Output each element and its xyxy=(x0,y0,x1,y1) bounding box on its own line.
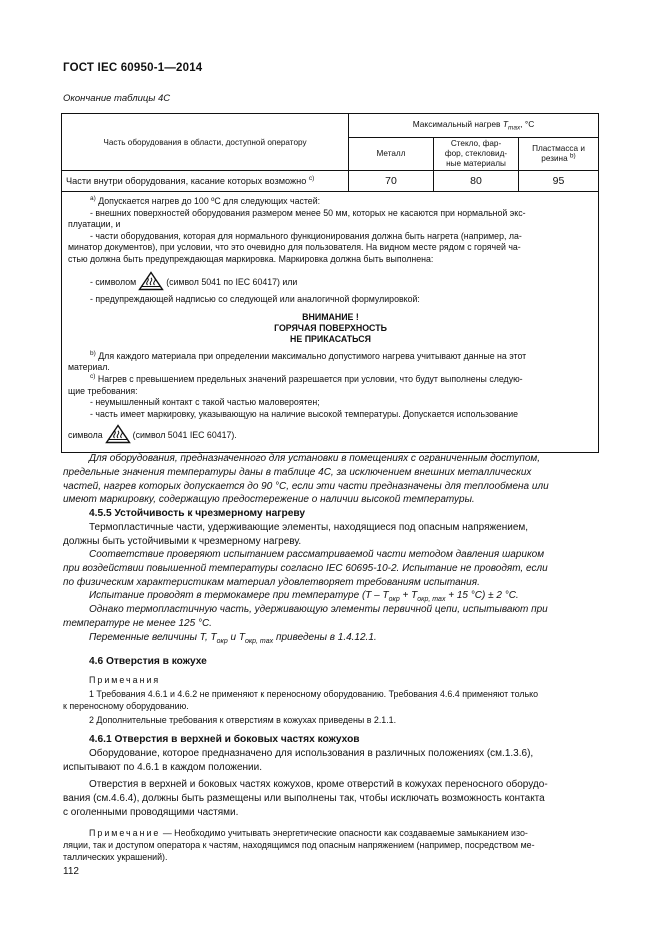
column-header-glass: Стекло, фар- фор, стекловид- ные материалы xyxy=(434,138,519,171)
section-heading-4-5-5: 4.5.5 Устойчивость к чрезмерному нагреву xyxy=(89,508,306,519)
table-row xyxy=(62,171,599,192)
note-1: 1 Требования 4.6.1 и 4.6.2 не применяют к переносному оборудованию. Требования 4.6.4 применяют только xyxy=(89,689,539,699)
paragraph-positions: Оборудование, которое предназначено для использования в различных положениях (см.1.3.6), xyxy=(89,748,534,759)
note-energy-cont: ляции, так и доступом оператора к частям, находящимся под опасным напряжением (например, посредством ме- таллических украшений). xyxy=(63,840,535,862)
note-energy: Примечание — Необходимо учитывать энергетические опасности как создаваемые замыканием изо- xyxy=(89,828,528,838)
page-number: 112 xyxy=(63,866,79,877)
note-1-cont: к переносному оборудованию. xyxy=(63,701,189,711)
paragraph-variables: Переменные величины T, $T_{окр}$ и $T_{окр, max}$ приведены в 1.4.12.1. xyxy=(89,632,377,645)
column-header-part: Часть оборудования в области, доступной оператору xyxy=(62,114,349,171)
value-glass: 80 xyxy=(434,171,519,192)
symbol-line: - символом (символ 5041 по IEC 60417) или xyxy=(68,271,593,295)
paragraph-restricted-access: Для оборудования, предназначенного для установки в помещениях с ограниченным доступом, xyxy=(89,453,541,464)
paragraph-thermoplastic-cont: должны быть устойчивыми к чрезмерному нагреву. xyxy=(63,536,302,547)
paragraph-primary-circuit: Однако термопластичную часть, удерживающую элементы первичной цепи, испытывают при xyxy=(89,604,548,615)
value-metal: 70 xyxy=(349,171,434,192)
paragraph-ball-pressure-cont: при воздействии повышенной температуры согласно IEC 60695-10-2. Испытание не проводят, если по физическим характеристикам материал удовлетворяет требованиям испытания. xyxy=(63,563,548,588)
table-caption: Окончание таблицы 4С xyxy=(63,93,171,104)
symbol-line-2: символа (символ 5041 IEC 60417). xyxy=(68,424,593,448)
paragraph-thermoplastic: Термопластичные части, удерживающие элементы, находящиеся под опасным напряжением, xyxy=(89,522,529,533)
warning-text: ВНИМАНИЕ ! ГОРЯЧАЯ ПОВЕРХНОСТЬ НЕ ПРИКАСАТЬСЯ xyxy=(274,311,387,344)
document-header: ГОСТ IEC 60950-1—2014 xyxy=(63,62,203,74)
paragraph-openings-cont: вания (см.4.6.4), должны быть размещены или выполнены так, чтобы исключать возможность контакта с оголенными проводящими частями. xyxy=(63,793,545,818)
paragraph-restricted-access-cont: предельные значения температуры даны в таблице 4С, за исключением внешних металлических частей, нагрев которых допускается до 90 °С, если эти части предназначены для теплообмена или имеют маркировку, содержащую предостережение о наличии высокой температуры. xyxy=(63,467,549,506)
paragraph-openings: Отверстия в верхней и боковых частях кожухов, кроме отверстий в кожухах переносного оборудо- xyxy=(89,779,548,790)
row-label: Части внутри оборудования, касание которых возможно $^{c)}$ xyxy=(62,171,349,192)
section-heading-4-6: 4.6 Отверстия в кожухе xyxy=(89,656,207,667)
paragraph-ball-pressure: Соответствие проверяют испытанием рассматриваемой части методом давления шариком xyxy=(89,549,545,560)
paragraph-test-temperature: Испытание проводят в термокамере при температуре ($T - T_{окр} + T_{окр, max} + 15$ °С) ± 2 °С. xyxy=(89,590,519,603)
notes-label: Примечания xyxy=(89,675,161,685)
table-4c xyxy=(61,113,599,453)
paragraph-positions-cont: испытывают по 4.6.1 в каждом положении. xyxy=(63,762,262,773)
table-footnotes: $^{a)}$ Допускается нагрев до 100 ºС для следующих частей: - внешних поверхностей оборудования размером менее 50 мм, которых не касаются при нормальной экс- плуатации, и - части оборудования, которая для нормального функционирования должна быть нагрета (например, ла- минатор документов), при условии, что это очевидно для пользователя. На видном месте рядом с горячей ча- стью должна быть предупреждающая маркировка. Маркировка должна быть выполнена: - символом (символ 5041 по IEC 60417) или - предупреждающей надписью со следующей или аналогичной формулировкой: ВНИМАНИЕ ! ГОРЯЧАЯ ПОВЕРХНОСТЬ НЕ ПРИКАСАТЬСЯ $^{b)}$ Для каждого материала при определении максимально допустимого нагрева учитывают данные на этот материал. $^{c)}$ Нагрев с превышением предельных значений разрешается при условии, что будут выполнены следую- щие требования: - неумышленный контакт с такой частью маловероятен; - часть имеет маркировку, указывающую на наличие высокой температуры. Допускается использование символа (символ 5041 IEC 60417). xyxy=(62,192,599,453)
column-header-plastic: Пластмасса и резина $^{b)}$ xyxy=(519,138,599,171)
value-plastic: 95 xyxy=(519,171,599,192)
hot-surface-warning-icon xyxy=(105,424,131,448)
column-header-max-heat: Максимальный нагрев $T_{max}$, °С xyxy=(349,114,599,138)
hot-surface-warning-icon xyxy=(138,271,164,295)
note-2: 2 Дополнительные требования к отверстиям в кожухах приведены в 2.1.1. xyxy=(89,715,397,725)
paragraph-primary-circuit-cont: температуре не менее 125 °С. xyxy=(63,618,212,629)
section-heading-4-6-1: 4.6.1 Отверстия в верхней и боковых частях кожухов xyxy=(89,734,360,745)
column-header-metal: Металл xyxy=(349,138,434,171)
